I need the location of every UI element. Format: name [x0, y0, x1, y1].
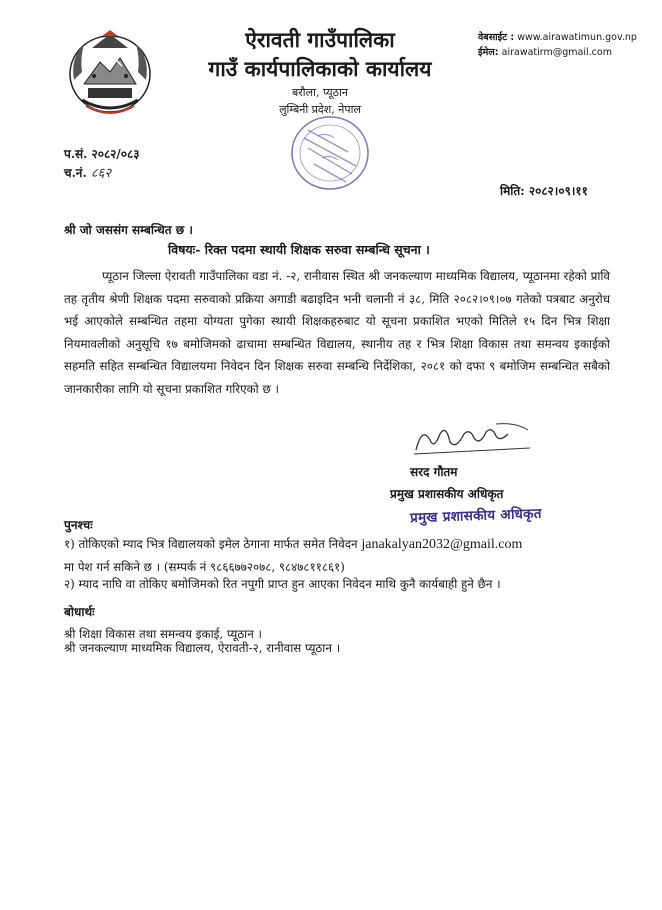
cc-heading: बोधार्थः	[64, 605, 95, 619]
dispatch-number: ८६२	[90, 166, 112, 181]
office-seal-icon	[278, 108, 382, 198]
body-paragraph	[64, 265, 610, 401]
dispatch-label: च.नं.	[64, 166, 87, 180]
org-name: ऐरावती गाउँपालिका	[245, 27, 395, 52]
title-stamp: प्रमुख प्रशासकीय अधिकृत	[409, 505, 543, 527]
website-link[interactable]: www.airawatimun.gov.np	[517, 32, 637, 43]
body-text: प्यूठान जिल्ला ऐरावती गाउँपालिका वडा नं. -२, रानीवास स्थित श्री जनकल्याण माध्यमिक विद्यालय, प्यूठानमा रहेको प्रावि तह तृतीय श्रेणी शिक्षक पदमा सरुवाको प्रक्रिया अगाडी बढाइदिन भनी चलानी नं ३८, मिति २०८२।०९।०७ गतेको पत्रबाट अनुरोध भई आएकोले सम्बन्धित तहमा योग्यता पुगेका स्थायी शिक्षकहरुबाट यो सूचना प्रकाशित भएको मितिले १५ दिन भित्र शिक्षा नियमावलीको अनुसूचि १७ बमोजिमको ढाचामा सम्बन्धित विद्यालय, स्थानीय तह र भित्र शिक्षा विकास तथा समन्वय इकाईको सहमति सहित सम्बन्धित विद्यालयमा निवेदन दिन शिक्षक सरुवा सम्बन्धि निर्देशिका, २०८१ को दफा ९ बमोजिम सम्बन्धित सबैको जानकारीका लागि यो सूचना प्रकाशित गरिएको छ ।	[64, 269, 610, 396]
postscript-item-2: २) म्याद नाघि वा तोकिए बमोजिमको रित नपुगी प्राप्त हुन आएका निवेदन माथि कुनै कार्यबाही हुने छैन ।	[64, 577, 501, 591]
signature-icon	[412, 420, 532, 458]
reference-numbers	[64, 145, 140, 183]
cc-item-2: श्री जनकल्याण माध्यमिक विद्यालय, ऐरावती-२, रानीवास प्यूठान ।	[64, 641, 341, 655]
letter-date: मिति: २०८२।०९।११	[500, 184, 588, 198]
office-name: गाउँ कार्यपालिकाको कार्यालय	[208, 56, 432, 81]
postscript-heading: पुनश्चः	[64, 518, 93, 532]
dispatch-row	[64, 164, 140, 183]
signer-title: प्रमुख प्रशासकीय अधिकृत	[390, 487, 504, 501]
contact-block	[478, 30, 637, 60]
letterhead	[160, 26, 480, 118]
website-row	[478, 30, 637, 45]
signer-name: सरद गौतम	[410, 465, 458, 479]
subject-line: विषयः- रिक्त पदमा स्थायी शिक्षक सरुवा सम्बन्धि सूचना ।	[168, 242, 430, 257]
email-row	[478, 45, 637, 60]
salutation: श्री जो जससंग सम्बन्धित छ ।	[64, 223, 193, 237]
address-line-1: बरौला, प्यूठान	[292, 86, 348, 99]
cc-item-1: श्री शिक्षा विकास तथा समन्वय इकाई, प्यूठान ।	[64, 627, 262, 641]
postscript-item-1-text: १) तोकिएको म्याद भित्र विद्यालयको इमेल ठेगाना मार्फत समेत निवेदन	[64, 537, 358, 551]
address-line-2: लुम्बिनी प्रदेश, नेपाल	[279, 103, 361, 116]
email-label: ईमेल:	[478, 47, 499, 58]
postscript-item-1	[64, 533, 624, 579]
email-link[interactable]: airawatirm@gmail.com	[501, 47, 612, 58]
ref-number: प.सं. २०८२/०८३	[64, 147, 140, 161]
postscript-item-1-cont: मा पेश गर्न सकिने छ । (सम्पर्क नं ९८६६७७२०७८, ९८४७८११८६१)	[64, 560, 345, 574]
website-label: वेबसाईट :	[478, 32, 515, 43]
school-email-link[interactable]: janakalyan2032@gmail.com	[361, 537, 523, 552]
government-emblem-icon	[62, 28, 158, 120]
